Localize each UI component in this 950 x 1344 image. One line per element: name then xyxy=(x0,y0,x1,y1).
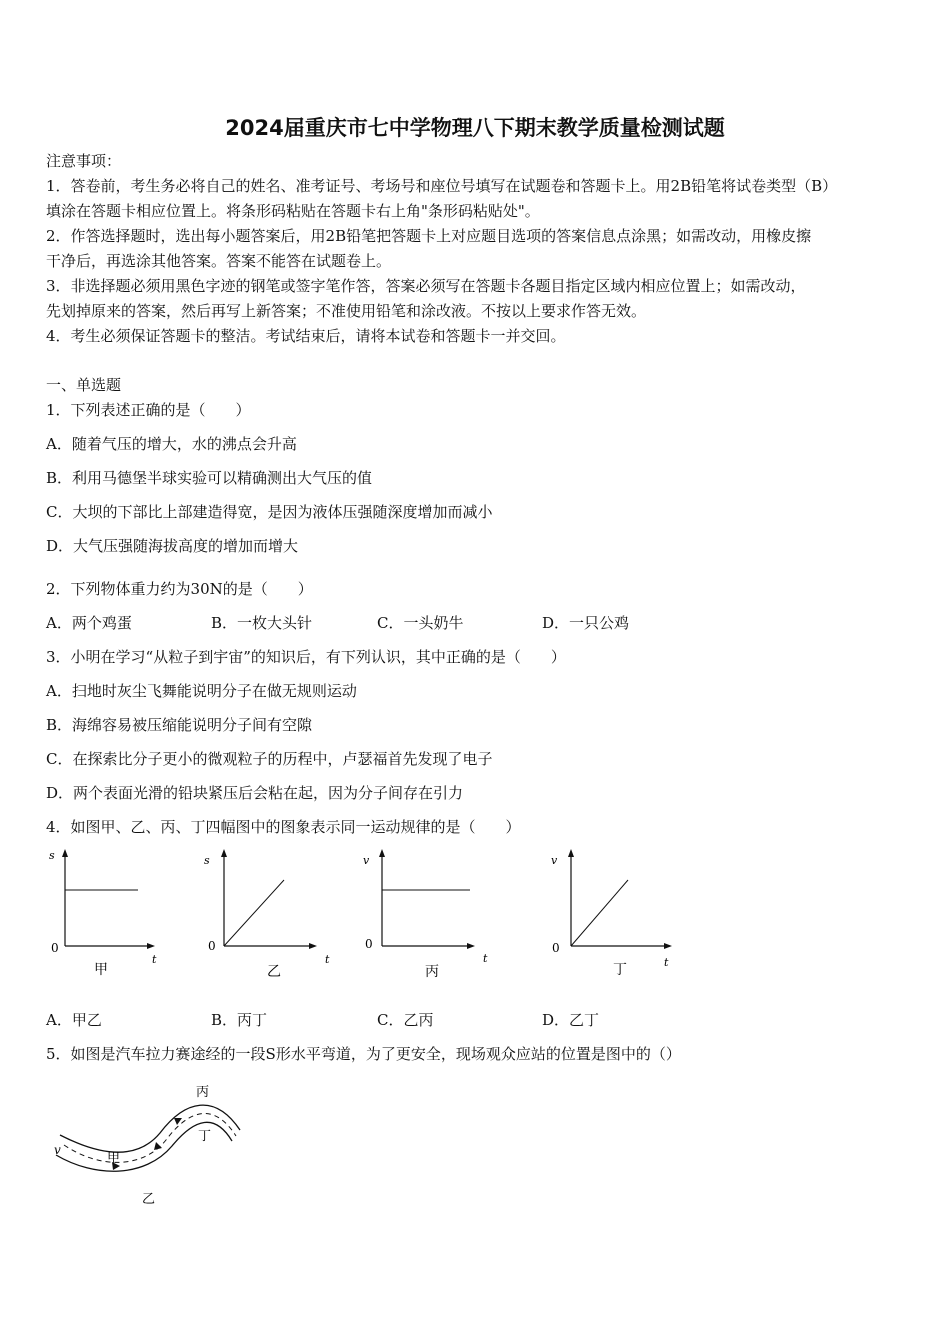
question-1-option-b: B．利用马德堡半球实验可以精确测出大气压的值 xyxy=(46,469,373,487)
velocity-label: v xyxy=(54,1143,61,1157)
position-ding-label: 丁 xyxy=(198,1129,212,1144)
question-5-stem: 5．如图是汽车拉力赛途经的一段S形水平弯道，为了更安全，现场观众应站的位置是图中的（） xyxy=(46,1045,681,1063)
question-3-option-c: C．在探索比分子更小的微观粒子的历程中，卢瑟福首先发现了电子 xyxy=(46,750,493,768)
question-3-option-a: A．扫地时灰尘飞舞能说明分子在做无规则运动 xyxy=(46,682,357,700)
graph-origin: 0 xyxy=(51,941,59,955)
graph-origin: 0 xyxy=(208,939,216,953)
question-2-option-d: D．一只公鸡 xyxy=(542,614,630,632)
notice-line: 3．非选择题必须用黑色字迹的钢笔或签字笔作答，答案必须写在答题卡各题目指定区域内相应位置上；如需改动， xyxy=(46,277,806,295)
question-2-stem: 2．下列物体重力约为30N的是（ ） xyxy=(46,580,313,598)
question-4-stem: 4．如图甲、乙、丙、丁四幅图中的图象表示同一运动规律的是（ ） xyxy=(46,818,521,836)
graph-origin: 0 xyxy=(365,937,373,951)
graph-x-label: t xyxy=(325,953,330,966)
notice-line: 填涂在答题卡相应位置上。将条形码粘贴在答题卡右上角"条形码粘贴处"。 xyxy=(46,202,540,220)
graph-x-label: t xyxy=(664,956,669,969)
question-1-stem: 1．下列表述正确的是（ ） xyxy=(46,401,251,419)
question-2-option-a: A．两个鸡蛋 xyxy=(46,614,132,632)
graph-y-label: v xyxy=(551,854,558,867)
graph-caption: 丁 xyxy=(613,962,627,978)
question-4-option-a: A．甲乙 xyxy=(46,1011,102,1029)
notice-line: 先划掉原来的答案，然后再写上新答案；不准使用铅笔和涂改液。不按以上要求作答无效。 xyxy=(46,302,647,320)
graph-ding xyxy=(548,846,678,985)
graph-x-label: t xyxy=(152,953,157,966)
graph-jia xyxy=(44,846,174,985)
question-1-option-a: A．随着气压的增大，水的沸点会升高 xyxy=(46,435,297,453)
graph-caption: 甲 xyxy=(94,962,108,978)
exam-title: 2024届重庆市七中学物理八下期末教学质量检测试题 xyxy=(225,116,725,140)
question-4-option-b: B．丙丁 xyxy=(211,1011,268,1029)
graph-y-label: v xyxy=(363,854,370,867)
notice-heading: 注意事项： xyxy=(46,152,122,170)
question-3-option-d: D．两个表面光滑的铅块紧压后会粘在起，因为分子间存在引力 xyxy=(46,784,464,802)
section-heading: 一、单选题 xyxy=(46,376,122,394)
graph-caption: 丙 xyxy=(425,964,439,980)
position-bing-label: 丙 xyxy=(196,1085,210,1100)
question-4-option-d: D．乙丁 xyxy=(542,1011,600,1029)
graph-yi xyxy=(204,846,334,985)
s-road-figure xyxy=(50,1078,260,1212)
question-2-option-b: B．一枚大头针 xyxy=(211,614,313,632)
graph-origin: 0 xyxy=(552,941,560,955)
question-1-option-c: C．大坝的下部比上部建造得宽，是因为液体压强随深度增加而减小 xyxy=(46,503,493,521)
question-3-option-b: B．海绵容易被压缩能说明分子间有空隙 xyxy=(46,716,313,734)
position-yi-label: 乙 xyxy=(142,1192,156,1207)
question-1-option-d: D．大气压强随海拔高度的增加而增大 xyxy=(46,537,299,555)
graph-bing xyxy=(360,846,495,985)
graph-caption: 乙 xyxy=(267,964,281,980)
question-2-option-c: C．一头奶牛 xyxy=(377,614,464,632)
notice-line: 1．答卷前，考生务必将自己的姓名、准考证号、考场号和座位号填写在试题卷和答题卡上。用2B铅笔将试卷类型（B） xyxy=(46,177,838,195)
notice-line: 4．考生必须保证答题卡的整洁。考试结束后，请将本试卷和答题卡一并交回。 xyxy=(46,327,566,345)
notice-line: 2．作答选择题时，选出每小题答案后，用2B铅笔把答题卡上对应题目选项的答案信息点涂黑；如需改动，用橡皮擦 xyxy=(46,227,812,245)
notice-line: 干净后，再选涂其他答案。答案不能答在试题卷上。 xyxy=(46,252,392,270)
graph-y-label: s xyxy=(49,849,55,862)
graph-y-label: s xyxy=(204,854,210,867)
question-4-option-c: C．乙丙 xyxy=(377,1011,434,1029)
position-jia-label: 甲 xyxy=(107,1151,121,1166)
graph-x-label: t xyxy=(483,952,488,965)
question-3-stem: 3．小明在学习“从粒子到宇宙”的知识后，有下列认识，其中正确的是（ ） xyxy=(46,648,566,666)
